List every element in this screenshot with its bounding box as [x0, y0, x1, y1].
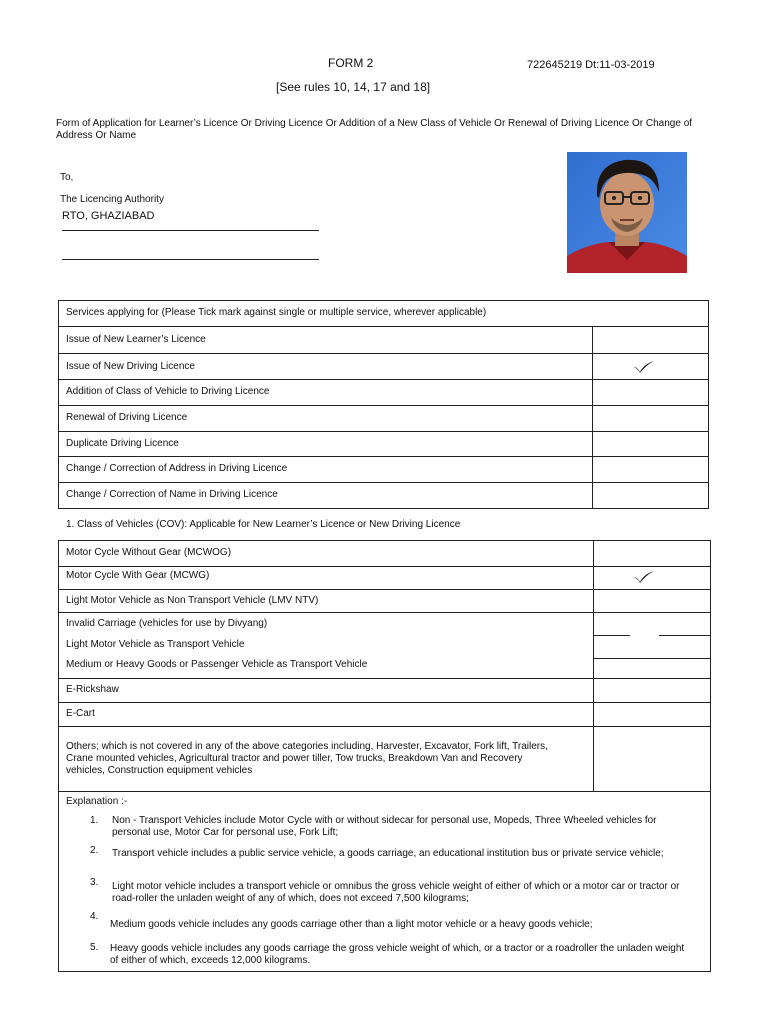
cov-lmv-ntv: Light Motor Vehicle as Non Transport Vehicle (LMV NTV) — [66, 595, 319, 606]
service-change-name: Change / Correction of Name in Driving Licence — [66, 489, 278, 500]
rto-office: RTO, GHAZIABAD — [62, 210, 155, 222]
cov-heading: 1. Class of Vehicles (COV): Applicable for New Learner’s Licence or New Driving Licence — [66, 519, 461, 530]
checkmark-icon[interactable] — [633, 360, 655, 374]
cov-e-rickshaw: E-Rickshaw — [66, 684, 119, 695]
service-new-driving: Issue of New Driving Licence — [66, 361, 195, 372]
cov-others: Others; which is not covered in any of the above categories including, Harvester, Excavator, Fork lift, Trailers, Crane mounted vehicles, Agricultural tractor and power tiller, Tow trucks, Breakdown Van and Recovery vehicles, Construction equipment vehicles — [66, 741, 548, 776]
explanation-item: Transport vehicle includes a public service vehicle, a goods carriage, an educational institution bus or private service vehicle; — [112, 848, 664, 859]
explanation-number: 1. — [90, 815, 99, 826]
explanation-item: Heavy goods vehicle includes any goods carriage the gross vehicle weight of which, or a tractor or a roadroller the unladen weight of either of which, exceeds 12,000 kilograms. — [110, 943, 685, 966]
checkmark-icon[interactable] — [633, 570, 655, 584]
explanation-number: 5. — [90, 942, 99, 953]
service-renewal: Renewal of Driving Licence — [66, 412, 188, 423]
explanation-heading: Explanation :- — [66, 796, 128, 807]
cov-e-cart: E-Cart — [66, 708, 95, 719]
explanation-item: Non - Transport Vehicles include Motor Cycle with or without sidecar for personal use, Mopeds, Three Wheeled vehicles for personal use, Motor Car for personal use, Fork Lift; — [112, 815, 657, 838]
explanation-number: 2. — [90, 845, 99, 856]
cov-heavy-goods: Medium or Heavy Goods or Passenger Vehicle as Transport Vehicle — [66, 659, 368, 670]
form-description: Form of Application for Learner’s Licence Or Driving Licence Or Addition of a New Class of Vehicle Or Renewal of Driving Licence Or Change of Address Or Name — [56, 118, 693, 141]
address-line-1 — [62, 230, 319, 231]
service-change-address: Change / Correction of Address in Driving Licence — [66, 463, 288, 474]
rules-reference: [See rules 10, 14, 17 and 18] — [276, 80, 431, 94]
to-label: To, — [60, 172, 74, 183]
cov-lmv-transport: Light Motor Vehicle as Transport Vehicle — [66, 639, 245, 650]
address-line-2 — [62, 259, 319, 260]
explanation-number: 4. — [90, 911, 99, 922]
explanation-item: Light motor vehicle includes a transport vehicle or omnibus the gross vehicle weight of either of which or a motor car or tractor or road-roller the unladen weight of any of which, does not exceed 7,500 kilograms; — [112, 881, 680, 904]
form-title: FORM 2 — [328, 56, 374, 70]
explanation-number: 3. — [90, 877, 99, 888]
cov-mcwg: Motor Cycle With Gear (MCWG) — [66, 570, 210, 581]
services-heading: Services applying for (Please Tick mark against single or multiple service, wherever applicable) — [66, 307, 487, 318]
applicant-photo — [567, 152, 687, 273]
cov-invalid-carriage: Invalid Carriage (vehicles for use by Divyang) — [66, 618, 268, 629]
explanation-item: Medium goods vehicle includes any goods carriage other than a light motor vehicle or a heavy goods vehicle; — [110, 919, 593, 930]
service-duplicate: Duplicate Driving Licence — [66, 438, 179, 449]
service-add-class: Addition of Class of Vehicle to Driving Licence — [66, 386, 270, 397]
cov-mcwog: Motor Cycle Without Gear (MCWOG) — [66, 547, 232, 558]
authority-label: The Licencing Authority — [60, 194, 164, 205]
service-new-learner: Issue of New Learner’s Licence — [66, 334, 206, 345]
reference-number: 722645219 Dt:11-03-2019 — [527, 59, 655, 71]
